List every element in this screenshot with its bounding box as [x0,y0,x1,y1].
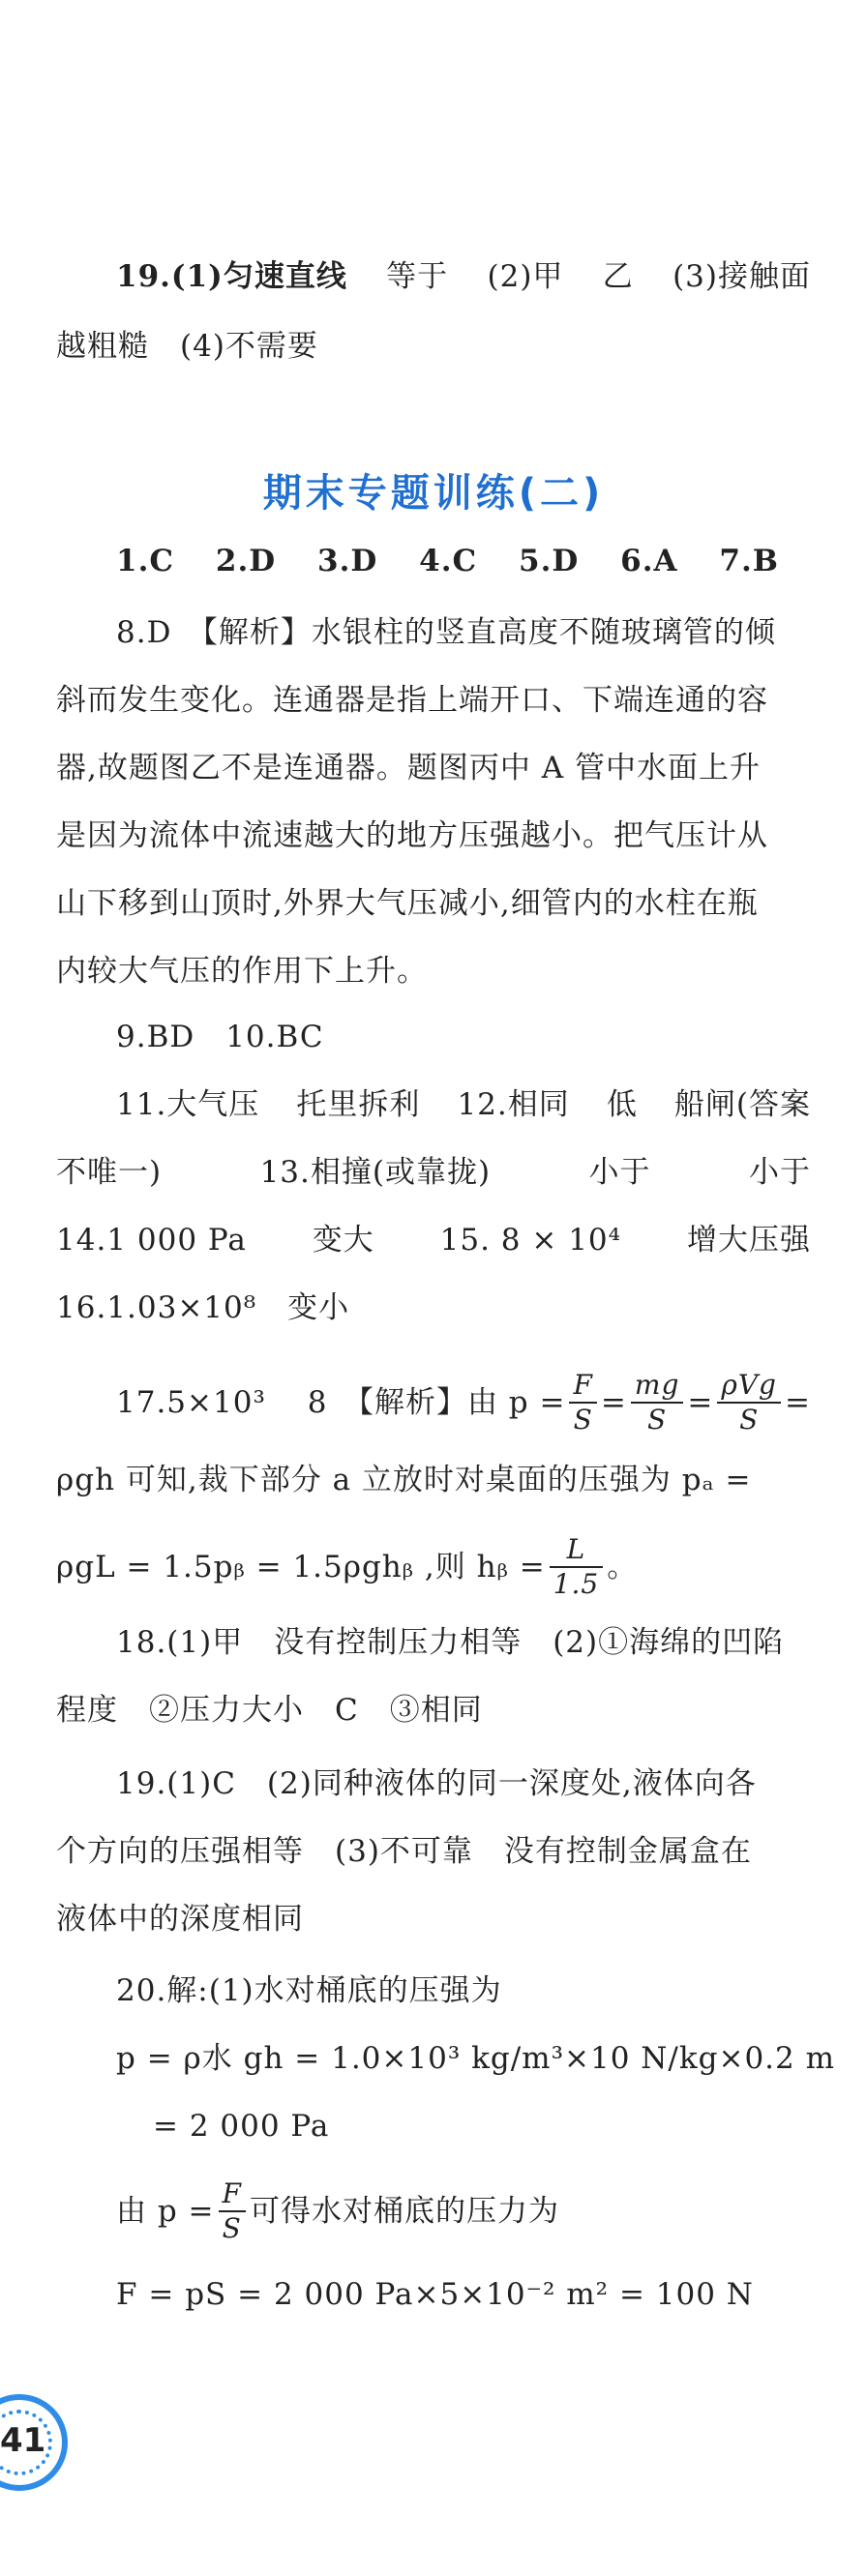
q11-12-line [116,1083,811,1126]
q11-12-part: 低 [606,1087,638,1122]
numerator: L [550,1533,604,1568]
q14-15-line [56,1219,811,1261]
q20-line: F = pS = 2 000 Pa×5×10⁻² m² = 100 N [116,2277,754,2312]
q8-line: 内较大气压的作用下上升。 [56,954,428,989]
q20-line: 20.解:(1)水对桶底的压强为 [116,1973,502,2008]
q11-12-part: 11.大气压 [116,1087,260,1122]
q17-fraction [631,1369,683,1436]
q13-part: 不唯一) [56,1155,163,1190]
numerator: ρVg [717,1369,781,1404]
q17-line3-start: ρgL = 1.5pᵦ = 1.5ρghᵦ ,则 hᵦ = [56,1550,546,1584]
prev-q19-part: (2)甲 [487,259,564,294]
q11-12-part: 船闸(答案 [673,1087,811,1122]
q20-l4-start: 由 p = [116,2194,215,2229]
q14-15-part: 增大压强 [686,1223,811,1258]
denominator: S [647,1404,668,1436]
q17-line3-end: 。 [607,1550,639,1584]
prev-q19-part: (3)接触面 [673,259,811,294]
q17-line2: ρgh 可知,裁下部分 a 立放时对桌面的压强为 pₐ = [56,1463,752,1497]
q9-10-answers: 9.BD 10.BC [116,1020,324,1054]
q8-line: 是因为流体中流速越大的地方压强越小。把气压计从 [56,818,768,853]
q17-fraction [550,1533,604,1601]
mc-answer: 4.C [419,544,478,578]
mc-answer: 7.B [719,544,779,578]
mc-answer: 6.A [620,544,678,578]
q19-line: 19.(1)C (2)同种液体的同一深度处,液体向各 [116,1766,757,1801]
numerator: mg [631,1369,683,1404]
prev-q19-line2: 越粗糙 (4)不需要 [56,329,318,364]
denominator: S [222,2212,242,2244]
q20-fraction [219,2177,246,2245]
q13-line [56,1151,811,1194]
q20-l4-end: 可得水对桶底的压力为 [249,2194,559,2229]
q13-part: 小于 [748,1155,811,1190]
q8-line: 器,故题图乙不是连通器。题图丙中 A 管中水面上升 [56,751,761,785]
q14-15-part: 15. 8 × 10⁴ [439,1223,622,1258]
mc-answer: 2.D [215,544,277,578]
prev-q19-line1 [116,255,811,298]
q18-line: 18.(1)甲 没有控制压力相等 (2)①海绵的凹陷 [116,1625,785,1660]
mc-answer: 3.D [317,544,378,578]
q14-15-part: 14.1 000 Pa [56,1223,247,1258]
prev-q19-part: 19.(1)匀速直线 [116,259,347,294]
q13-part: 小于 [588,1155,651,1190]
q17-line3 [56,1528,811,1606]
q8-line: 山下移到山顶时,外界大气压减小,细管内的水柱在瓶 [56,886,759,921]
denominator: S [573,1404,593,1436]
q8-line: 8.D 【解析】水银柱的竖直高度不随玻璃管的倾 [116,615,776,650]
denominator: S [739,1404,760,1436]
q8-line: 斜而发生变化。连通器是指上端开口、下端连通的容 [56,683,768,718]
mc-answer: 5.D [519,544,580,578]
q20-line: = 2 000 Pa [153,2109,330,2144]
q11-12-part: 托里拆利 [296,1087,421,1122]
denominator: 1.5 [553,1568,600,1600]
q17-line1: 17.5×10³ 8 【解析】由 p = $\frac{F}{S}$ = $\frac{mg}{S}$ = $\frac{\text{ρVg}}{S}$ = [116,1369,811,1436]
q19-line: 个方向的压强相等 (3)不可靠 没有控制金属盒在 [56,1834,752,1869]
q19-line: 液体中的深度相同 [56,1902,304,1937]
q17-fraction [717,1369,781,1436]
numerator: F [569,1369,596,1404]
q13-part: 13.相撞(或靠拢) [259,1155,492,1190]
section-title: 期末专题训练(二) [262,471,605,516]
prev-q19-part: 等于 [386,259,449,294]
q18-line: 程度 ②压力大小 C ③相同 [56,1693,483,1728]
q17-fraction [569,1369,596,1436]
q20-line: p = ρ水 gh = 1.0×10³ kg/m³×10 N/kg×0.2 m [116,2041,835,2076]
q11-12-part: 12.相同 [457,1087,570,1122]
numerator: F [219,2177,246,2212]
q16-line: 16.1.03×10⁸ 变小 [56,1290,350,1325]
q17-start: 17.5×10³ 8 【解析】由 p = [116,1385,566,1420]
page-number: 41 [0,2421,46,2460]
mc-answers [116,540,811,582]
q14-15-part: 变大 [312,1223,374,1258]
mc-answer: 1.C [116,544,175,578]
prev-q19-part: 乙 [602,259,634,294]
q20-line4 [116,2173,811,2250]
